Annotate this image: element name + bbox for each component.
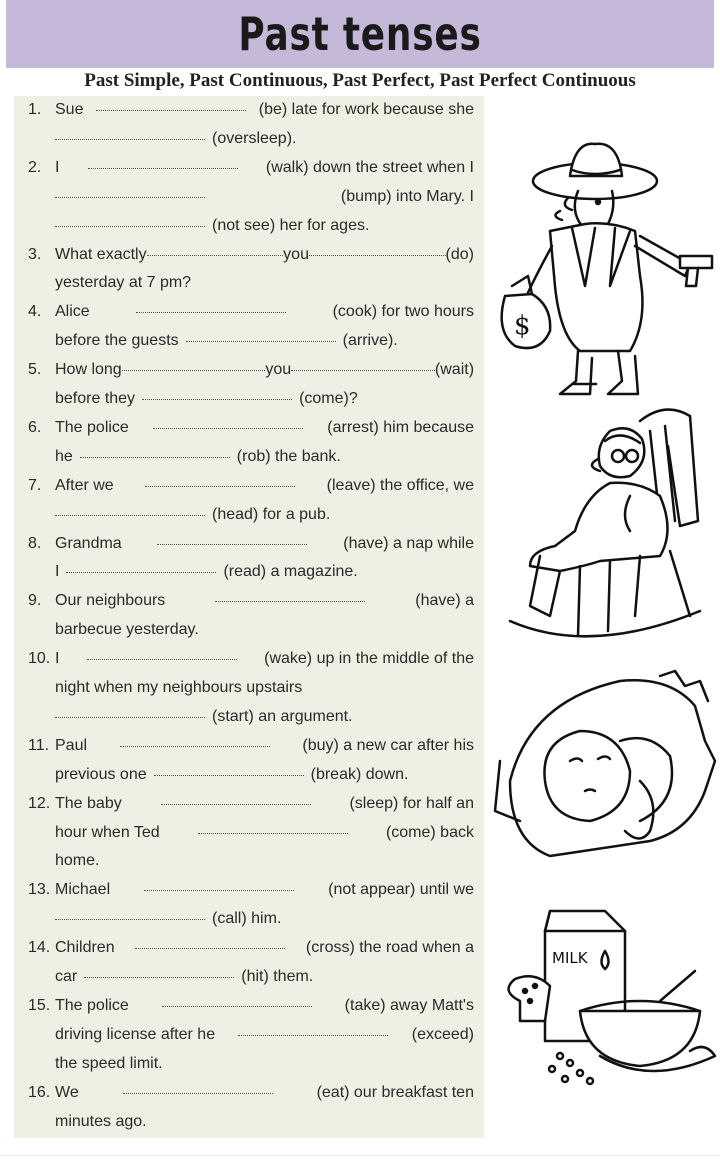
exercise-word: (not see) her for ages. <box>212 216 370 234</box>
exercise-text <box>55 96 474 124</box>
exercise-word: (hit) them. <box>241 968 314 985</box>
exercise-text <box>55 241 474 269</box>
exercise-line <box>14 1079 484 1107</box>
answer-blank[interactable] <box>55 125 205 140</box>
exercise-text <box>55 183 474 211</box>
exercise-number: 10. <box>28 650 51 668</box>
exercise-number: 1. <box>28 101 42 118</box>
exercise-word: I <box>55 650 60 668</box>
exercise-text <box>55 269 474 297</box>
exercise-word: (rob) the bank. <box>236 447 341 465</box>
answer-blank[interactable] <box>291 356 435 371</box>
exercise-number: 8. <box>28 534 42 552</box>
exercise-word: After we <box>55 476 114 494</box>
exercise-word: (leave) the office, we <box>326 476 474 494</box>
exercise-line <box>14 732 484 760</box>
exercise-text <box>55 616 474 644</box>
exercise-word: (do) <box>445 245 474 263</box>
exercise-line <box>14 1108 484 1136</box>
exercise-word: (cross) the road when a <box>305 939 474 957</box>
exercise-word: driving license after he <box>55 1025 216 1043</box>
exercise-word: I <box>55 158 60 176</box>
exercise-word: (come) back <box>385 823 474 841</box>
exercise-line <box>14 212 484 240</box>
exercise-text <box>55 1079 474 1107</box>
exercise-text <box>55 212 474 240</box>
answer-blank[interactable] <box>136 298 286 313</box>
exercise-line <box>14 992 484 1020</box>
exercise-word: car <box>55 968 78 985</box>
exercise-number: 7. <box>28 476 42 494</box>
exercise-word: you <box>265 361 292 379</box>
exercise-word: (come)? <box>299 390 358 407</box>
answer-blank[interactable] <box>154 761 304 776</box>
answer-blank[interactable] <box>88 154 238 169</box>
exercise-word: he <box>55 447 73 465</box>
exercise-text <box>55 992 474 1020</box>
exercise-word: previous one <box>55 765 147 783</box>
worksheet-title: Past tenses <box>238 7 482 61</box>
breakfast-milk-picture <box>490 891 720 1091</box>
exercise-word: (exceed) <box>411 1025 474 1043</box>
exercise-text <box>55 819 474 847</box>
exercise-text <box>55 934 474 962</box>
exercise-word: Grandma <box>55 534 122 552</box>
exercise-number: 9. <box>28 592 42 610</box>
exercise-word: (break) down. <box>310 765 409 783</box>
exercise-text <box>55 356 474 384</box>
exercise-word: the speed limit. <box>55 1054 163 1072</box>
exercise-word: (read) a magazine. <box>223 563 358 581</box>
exercise-line <box>14 443 484 471</box>
exercise-text <box>55 443 474 471</box>
exercise-number: 4. <box>28 303 42 321</box>
exercise-word: before the guests <box>55 332 179 350</box>
grandma-rocking-chair-picture <box>490 401 720 656</box>
answer-blank[interactable] <box>145 472 295 487</box>
worksheet-subtitle: Past Simple, Past Continuous, Past Perfect, Past Perfect Continuous <box>84 70 636 91</box>
exercise-text <box>55 1021 474 1049</box>
exercise-line <box>14 1021 484 1049</box>
answer-blank[interactable] <box>186 327 336 342</box>
answer-blank[interactable] <box>161 790 311 805</box>
exercise-word: (wait) <box>434 361 475 379</box>
exercise-text <box>55 905 474 933</box>
exercise-number: 14. <box>28 939 51 957</box>
exercise-text <box>55 1050 474 1078</box>
exercise-number: 6. <box>28 418 42 436</box>
answer-blank[interactable] <box>120 732 270 747</box>
exercise-line <box>14 847 484 875</box>
exercise-word: Michael <box>55 881 111 899</box>
exercise-word: (have) a nap while <box>343 534 474 552</box>
answer-blank[interactable] <box>55 212 205 227</box>
exercise-word: How long <box>55 361 122 379</box>
exercise-text <box>55 847 474 875</box>
exercise-word: Children <box>55 939 115 957</box>
exercise-line <box>14 558 484 586</box>
exercise-word: (arrive). <box>342 332 398 350</box>
exercise-word: you <box>283 245 309 263</box>
exercise-word: I <box>55 563 60 581</box>
exercise-line <box>14 472 484 500</box>
milk-label: MILK <box>552 949 588 967</box>
exercise-line <box>14 530 484 558</box>
exercise-text <box>55 732 474 760</box>
answer-blank[interactable] <box>147 241 284 256</box>
answer-blank[interactable] <box>135 934 285 949</box>
exercise-number: 5. <box>28 361 42 379</box>
exercise-line <box>14 96 484 124</box>
exercise-word: Paul <box>55 736 88 754</box>
answer-blank[interactable] <box>157 530 307 545</box>
exercise-number: 2. <box>28 158 42 176</box>
answer-blank[interactable] <box>87 645 237 660</box>
exercise-number: 12. <box>28 794 51 812</box>
exercise-word: yesterday at 7 pm? <box>55 274 192 292</box>
answer-blank[interactable] <box>66 558 216 573</box>
exercise-word: home. <box>55 852 100 870</box>
exercise-word: The police <box>55 418 129 436</box>
svg-text:$: $ <box>514 311 531 341</box>
answer-blank[interactable] <box>309 241 446 256</box>
exercise-word: (eat) our breakfast ten <box>316 1083 474 1101</box>
exercise-text <box>55 790 474 818</box>
exercise-word: We <box>55 1083 79 1101</box>
answer-blank[interactable] <box>198 819 348 834</box>
exercise-line <box>14 674 484 702</box>
exercise-line <box>14 963 484 991</box>
exercise-line <box>14 501 484 529</box>
exercise-line <box>14 298 484 326</box>
exercise-word: (sleep) for half an <box>349 794 474 812</box>
exercise-word: hour when Ted <box>55 823 160 841</box>
exercise-text <box>55 587 474 615</box>
exercise-word: (start) an argument. <box>212 707 353 725</box>
exercise-line <box>14 761 484 789</box>
exercise-text <box>55 530 474 558</box>
answer-blank[interactable] <box>80 443 230 458</box>
exercise-word: Our neighbours <box>55 592 166 610</box>
exercise-word: (head) for a pub. <box>212 505 331 523</box>
exercise-text <box>55 645 474 673</box>
answer-blank[interactable] <box>55 183 205 198</box>
exercise-word: (arrest) him because <box>327 418 474 436</box>
exercise-word: Alice <box>55 303 90 321</box>
sleeping-baby-picture <box>490 661 720 871</box>
answer-blank[interactable] <box>122 356 266 371</box>
exercise-number: 15. <box>28 996 51 1014</box>
exercise-line <box>14 616 484 644</box>
exercise-text <box>55 963 474 991</box>
exercise-word: (buy) a new car after his <box>302 736 474 754</box>
exercise-line <box>14 905 484 933</box>
exercise-line <box>14 587 484 615</box>
exercise-word: What exactly <box>55 245 147 263</box>
exercise-word: (oversleep). <box>212 129 297 147</box>
exercise-word: before they <box>55 390 136 407</box>
exercise-word: (not appear) until we <box>328 881 474 899</box>
exercise-line <box>14 241 484 269</box>
exercise-text <box>55 761 474 789</box>
answer-blank[interactable] <box>123 1079 273 1094</box>
exercise-panel <box>14 96 484 1138</box>
answer-blank[interactable] <box>55 905 205 920</box>
title-band <box>6 0 714 68</box>
exercise-line <box>14 154 484 182</box>
answer-blank[interactable] <box>238 1021 388 1036</box>
exercise-text <box>55 414 474 442</box>
answer-blank[interactable] <box>144 876 294 891</box>
exercise-word: (take) away Matt's <box>344 996 474 1014</box>
exercise-number: 11. <box>28 736 50 754</box>
exercise-word: (walk) down the street when I <box>265 158 474 176</box>
exercise-text <box>55 327 474 355</box>
exercise-word: barbecue yesterday. <box>55 621 199 639</box>
exercise-line <box>14 819 484 847</box>
cowboy-robber-picture <box>490 136 720 406</box>
exercise-text <box>55 501 474 529</box>
exercise-line <box>14 385 484 413</box>
exercise-text <box>55 385 474 413</box>
exercise-text <box>55 472 474 500</box>
answer-blank[interactable] <box>153 414 303 429</box>
answer-blank[interactable] <box>162 992 312 1007</box>
exercise-text <box>55 1108 474 1136</box>
exercise-text <box>55 298 474 326</box>
bottom-rule <box>0 1155 720 1156</box>
exercise-word: (call) him. <box>212 910 282 928</box>
exercise-line <box>14 356 484 384</box>
exercise-word: (have) a <box>415 592 474 610</box>
illustrations-column <box>490 96 720 1146</box>
answer-blank[interactable] <box>96 96 246 111</box>
exercise-line <box>14 327 484 355</box>
exercise-text <box>55 876 474 904</box>
exercise-text <box>55 674 474 702</box>
exercise-word: Sue <box>55 101 84 118</box>
exercise-word: (cook) for two hours <box>332 303 474 321</box>
exercise-line <box>14 414 484 442</box>
answer-blank[interactable] <box>55 703 205 718</box>
exercise-number: 3. <box>28 245 42 263</box>
exercise-text <box>55 703 474 731</box>
exercise-text <box>55 154 474 182</box>
exercise-word: (wake) up in the middle of the <box>264 650 474 668</box>
answer-blank[interactable] <box>142 385 292 400</box>
answer-blank[interactable] <box>215 587 365 602</box>
answer-blank[interactable] <box>55 501 205 516</box>
exercise-line <box>14 790 484 818</box>
exercise-word: (be) late for work because she <box>258 101 474 118</box>
exercise-line <box>14 703 484 731</box>
exercise-line <box>14 269 484 297</box>
exercise-line <box>14 645 484 673</box>
exercise-word: (bump) into Mary. I <box>340 187 474 205</box>
exercise-line <box>14 125 484 153</box>
answer-blank[interactable] <box>84 963 234 978</box>
exercise-line <box>14 1050 484 1078</box>
exercise-line <box>14 876 484 904</box>
exercise-number: 16. <box>28 1083 51 1101</box>
exercise-line <box>14 183 484 211</box>
exercise-line <box>14 934 484 962</box>
exercise-word: night when my neighbours upstairs <box>55 679 303 696</box>
exercise-number: 13. <box>28 881 51 899</box>
exercise-word: The police <box>55 996 129 1014</box>
exercise-text <box>55 125 474 153</box>
exercise-word: The baby <box>55 794 122 812</box>
exercise-text <box>55 558 474 586</box>
exercise-word: minutes ago. <box>55 1112 147 1130</box>
